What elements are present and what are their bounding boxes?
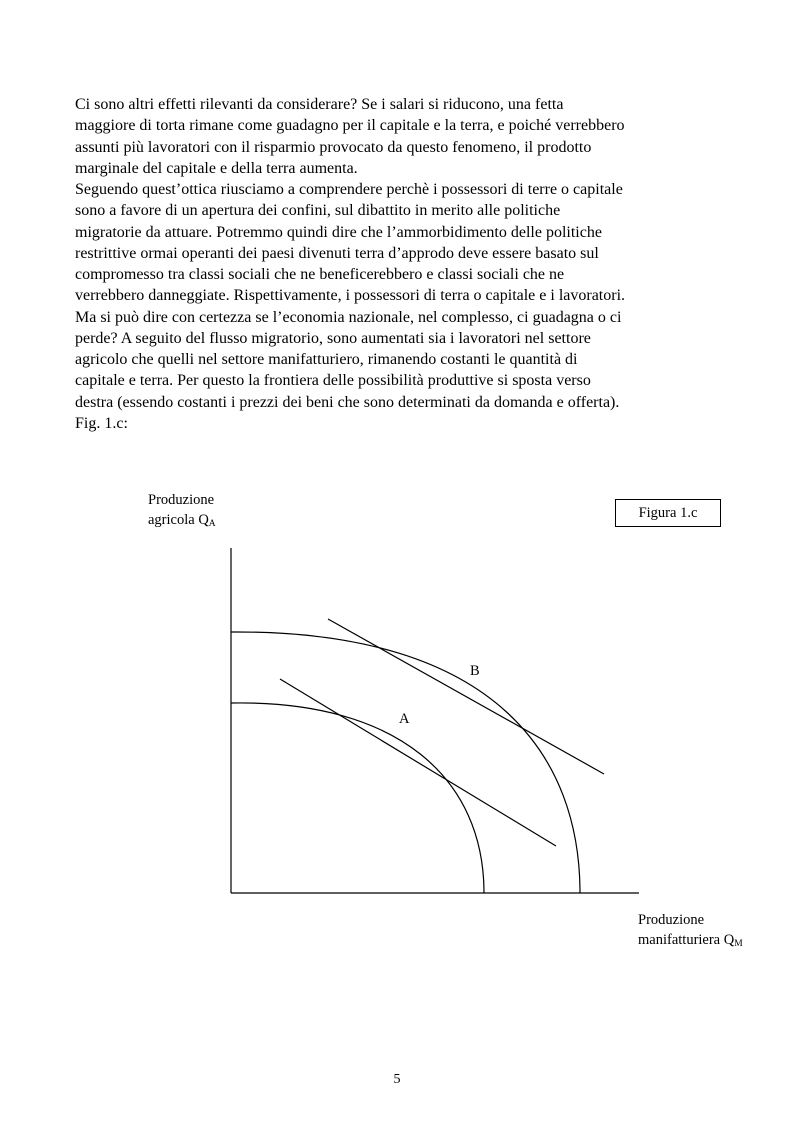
text-line: sono a favore di un apertura dei confini, sul dibattito in merito alle politiche [75, 202, 561, 220]
text-line: capitale e terra. Per questo la frontiera delle possibilità produttive si sposta verso [75, 372, 591, 390]
text-line: Ci sono altri effetti rilevanti da considerare? Se i salari si riducono, una fetta [75, 96, 564, 113]
x-axis-label-text: manifatturiera Q [638, 932, 735, 948]
text-line: destra (essendo costanti i prezzi dei beni che sono determinati da domanda e offerta). [75, 393, 620, 411]
text-line: Fig. 1.c: [75, 414, 128, 432]
text-line: verrebbero danneggiate. Rispettivamente, i possessori di terra o capitale e i lavoratori. [75, 287, 626, 305]
text-line: Ma si può dire con certezza se l’economia nazionale, nel complesso, ci guadagna o ci [75, 308, 622, 326]
text-line: maggiore di torta rimane come guadagno per il capitale e la terra, e poiché verrebbero [75, 117, 625, 135]
y-axis-label-sub: A [208, 519, 216, 529]
y-axis-label-line1: Produzione [148, 492, 215, 508]
tangent-line-a [280, 679, 556, 846]
text-line: marginale del capitale e della terra aumenta. [75, 159, 358, 177]
text-line: restrittive ormai operanti dei paesi divenuti terra d’approdo deve essere basato sul [75, 244, 599, 262]
text-line: compromesso tra classi sociali che ne beneficerebbero e classi sociali che ne [75, 266, 565, 283]
y-axis-label-text: agricola Q [148, 512, 209, 528]
point-b-label: B [470, 663, 480, 679]
figure-label-box: Figura 1.c [615, 499, 721, 527]
x-axis-label-line1: Produzione [638, 912, 705, 928]
x-axis-label-line2 [638, 931, 743, 952]
point-a-label: A [399, 711, 410, 727]
text-line: agricolo che quelli nel settore manifatturiero, rimanendo costanti le quantità di [75, 351, 578, 368]
page-number: 5 [393, 1072, 401, 1087]
tangent-line-b [328, 619, 604, 774]
x-axis-label-sub: M [734, 939, 743, 949]
text-line: migratorie da attuare. Potremmo quindi dire che l’ammorbidimento delle politiche [75, 223, 602, 241]
text-line: assunti più lavoratori con il risparmio provocato da questo fenomeno, il prodotto [75, 138, 592, 156]
ppf-curve-outer [231, 632, 580, 893]
text-line: perde? A seguito del flusso migratorio, sono aumentati sia i lavoratori nel settore [75, 329, 591, 347]
ppf-curve-inner [231, 703, 484, 893]
text-line: Seguendo quest’ottica riusciamo a comprendere perchè i possessori di terre o capitale [75, 181, 623, 198]
